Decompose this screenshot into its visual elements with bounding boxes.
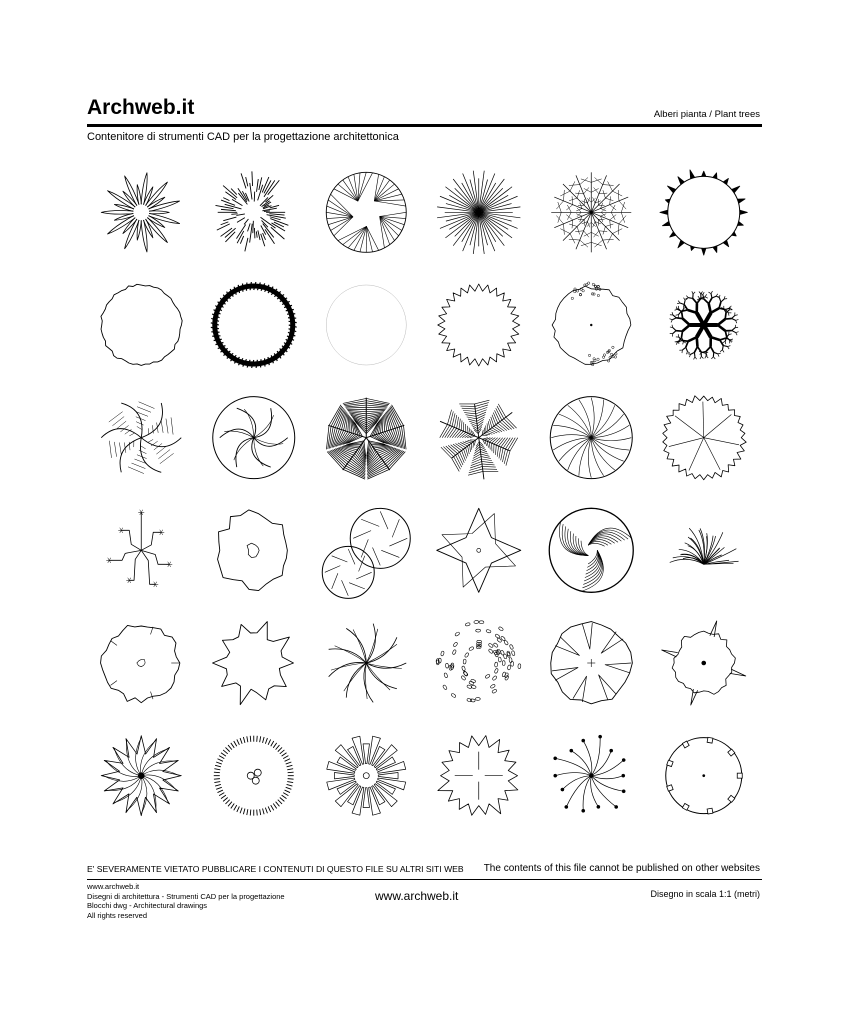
footer-line: Disegni di architettura - Strumenti CAD per la progettazione bbox=[87, 891, 285, 901]
tree-symbol-spike-burst bbox=[438, 736, 518, 816]
tree-symbol-curved-fronds bbox=[101, 402, 181, 474]
tree-symbol-swirl-burst bbox=[101, 736, 181, 816]
tree-symbol-palm-star bbox=[326, 398, 406, 479]
category-label: Alberi pianta / Plant trees bbox=[653, 109, 760, 120]
tree-symbol-radial-arrows bbox=[554, 735, 626, 812]
tree-symbol-cloud-shape bbox=[213, 622, 294, 705]
tree-symbol-double-shrub bbox=[322, 508, 410, 598]
tree-symbol-radial-bars bbox=[327, 736, 406, 815]
tree-symbol-notched-circle bbox=[101, 625, 180, 702]
tree-symbol-swirl-circle bbox=[549, 508, 633, 592]
tree-symbol-leafy-star bbox=[101, 173, 179, 252]
tree-symbol-zigzag-segments bbox=[663, 396, 747, 480]
tree-symbol-scattered-outline bbox=[552, 282, 631, 366]
tree-symbol-palm-fronds bbox=[440, 400, 518, 479]
tree-symbol-web-star bbox=[326, 172, 406, 252]
tree-symbol-irregular-blob bbox=[218, 510, 288, 591]
brand-title: Archweb.it bbox=[87, 96, 195, 119]
tree-symbol-jagged-ring bbox=[438, 284, 520, 366]
tree-symbol-pie-cuts bbox=[551, 622, 633, 704]
tree-symbol-heavy-ring bbox=[211, 282, 297, 368]
footer-rule bbox=[87, 879, 762, 880]
tree-symbol-pinwheel-circle bbox=[213, 397, 295, 479]
tree-symbol-spiked-sun bbox=[662, 621, 746, 705]
tree-symbol-tick-ring bbox=[214, 736, 294, 816]
tree-symbol-wavy-radial-circle bbox=[550, 397, 632, 479]
header-rule bbox=[87, 124, 762, 127]
footer-credits bbox=[87, 882, 285, 920]
footer-line: Blocchi dwg - Architectural drawings bbox=[87, 901, 208, 911]
footer-line: All rights reserved bbox=[87, 910, 148, 920]
tree-symbol-dark-branches bbox=[669, 291, 738, 359]
footer-website[interactable]: www.archweb.it bbox=[375, 889, 459, 903]
tree-symbol-grass-clump bbox=[670, 528, 739, 564]
footer-line: www.archweb.it bbox=[87, 882, 140, 891]
tree-symbol-notched-ring bbox=[666, 737, 743, 814]
tree-symbol-radial-lines bbox=[437, 171, 520, 254]
tree-symbol-spiky-circle bbox=[660, 170, 747, 255]
tree-symbol-sparse-star bbox=[551, 172, 631, 252]
tree-symbol-wavy-circle bbox=[101, 284, 182, 365]
warning-english: The contents of this file cannot be published on other websites bbox=[483, 863, 760, 874]
tree-symbol-branch-dots bbox=[106, 510, 172, 587]
subtitle: Contenitore di strumenti CAD per la progettazione architettonica bbox=[87, 131, 399, 143]
tree-symbol-faint-circle bbox=[326, 285, 406, 365]
tree-symbol-dashed-radial bbox=[215, 171, 288, 251]
tree-symbol-dot-ring bbox=[436, 620, 521, 702]
scale-note: Disegno in scala 1:1 (metri) bbox=[650, 889, 760, 899]
tree-symbol-grid bbox=[87, 168, 762, 844]
tree-symbol-leafy-tendrils bbox=[329, 624, 407, 703]
tree-symbol-star-polygon bbox=[437, 508, 521, 592]
warning-italian: E' SEVERAMENTE VIETATO PUBBLICARE I CONTENUTI DI QUESTO FILE SU ALTRI SITI WEB bbox=[87, 864, 464, 874]
